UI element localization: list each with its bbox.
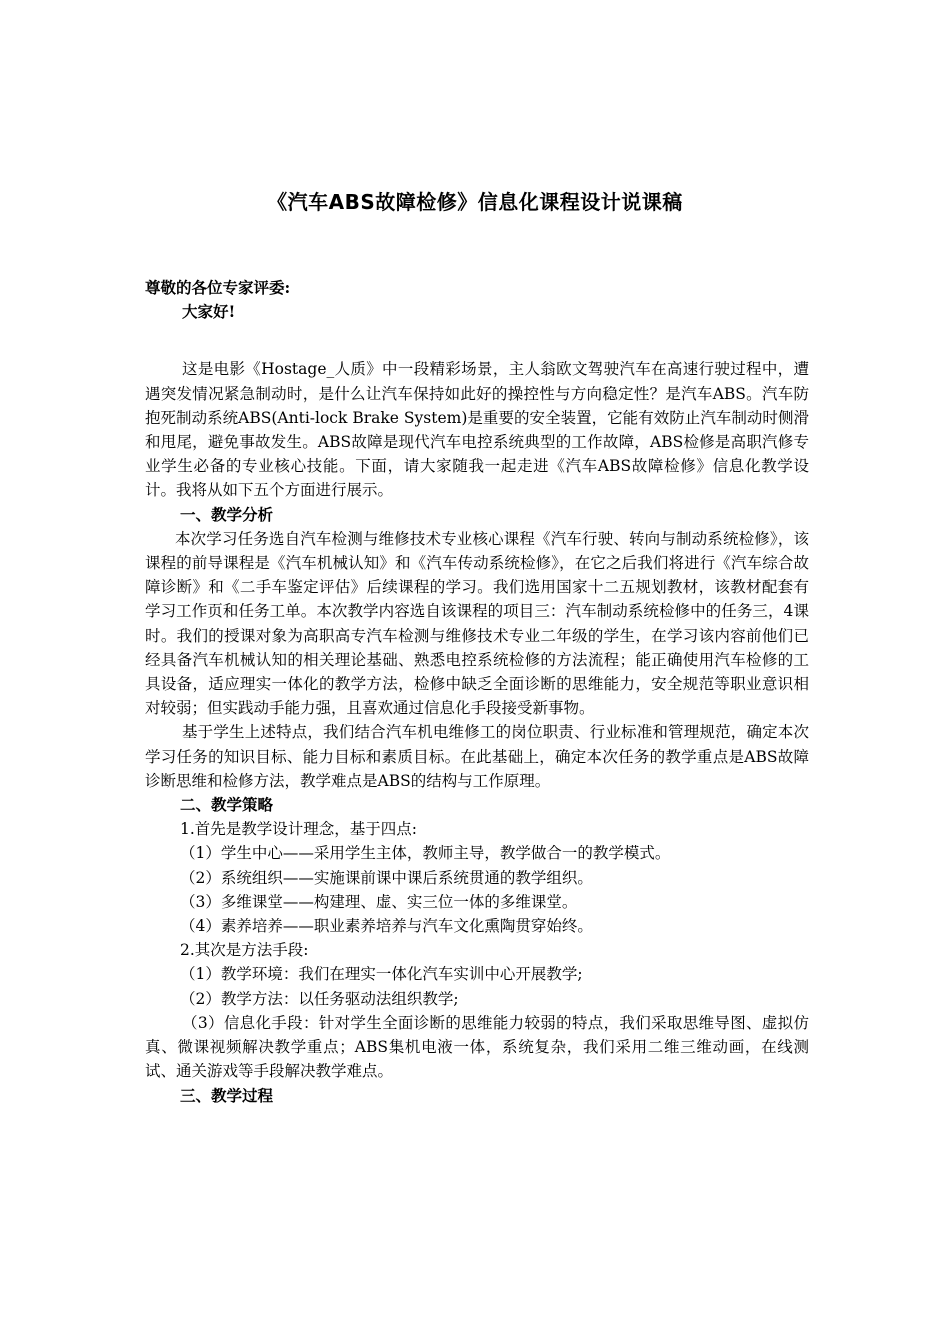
section-heading-strategy: 二、教学策略 [180,795,274,815]
list-item: （2）教学方法：以任务驱动法组织教学; [180,989,459,1008]
strategy-subheading-1: 1.首先是教学设计理念，基于四点: [180,820,418,839]
section-heading-process: 三、教学过程 [180,1085,274,1105]
list-item: （4）素养培养——职业素养培养与汽车文化熏陶贯穿始终。 [180,917,593,936]
list-item: （1）教学环境：我们在理实一体化汽车实训中心开展教学; [180,965,583,984]
list-item: （3）多维课堂——构建理、虚、实三位一体的多维课堂。 [180,892,578,911]
section-heading-analysis: 一、教学分析 [180,504,274,524]
document-title: 《汽车ABS故障检修》信息化课程设计说课稿 [267,190,683,214]
salutation: 尊敬的各位专家评委: [145,278,291,297]
list-item-wrapped: （3）信息化手段：针对学生全面诊断的思维能力较弱的特点，我们采取思维导图、虚拟仿真、微课视频解决教学重点；ABS集机电液一体，系统复杂，我们采用二维三维动画，在线测试、通关游戏等手段解决教学难点。 [145,1013,809,1081]
greeting: 大家好! [182,302,236,322]
list-item: （2）系统组织——实施课前课中课后系统贯通的教学组织。 [180,868,593,887]
analysis-paragraph-1: 本次学习任务选自汽车检测与维修技术专业核心课程《汽车行驶、转向与制动系统检修》，该课程的前导课程是《汽车机械认知》和《汽车传动系统检修》，在它之后我们将进行《汽车综合故障诊断》和《二手车鉴定评估》后续课程的学习。我们选用国家十二五规划教材，该教材配套有学习工作页和任务工单。本次教学内容选自该课程的项目三：汽车制动系统检修中的任务三，4课时。我们的授课对象为高职高专汽车检测与维修技术专业二年级的学生，在学习该内容前他们已经具备汽车机械认知的相关理论基础、熟悉电控系统检修的方法流程；能正确使用汽车检修的工具设备，适应理实一体化的教学方法，检修中缺乏全面诊断的思维能力，安全规范等职业意识相对较弱；但实践动手能力强，且喜欢通过信息化手段接受新事物。 [145,529,809,718]
list-item: （1）学生中心——采用学生主体，教师主导，教学做合一的教学模式。 [180,844,671,863]
analysis-paragraph-2: 基于学生上述特点，我们结合汽车机电维修工的岗位职责、行业标准和管理规范，确定本次学习任务的知识目标、能力目标和素质目标。在此基础上，确定本次任务的教学重点是ABS故障诊断思维和检修方法，教学难点是ABS的结构与工作原理。 [145,723,809,790]
strategy-subheading-2: 2.其次是方法手段: [180,941,309,960]
document-body [145,276,809,1108]
paragraph-gap [145,324,809,357]
intro-paragraph: 这是电影《Hostage_人质》中一段精彩场景，主人翁欧文驾驶汽车在高速行驶过程中，遭遇突发情况紧急制动时，是什么让汽车保持如此好的操控性与方向稳定性？是汽车ABS。汽车防抱死制动系统ABS(Anti-lock Brake System)是重要的安全装置，它能有效防止汽车制动时侧滑和甩尾，避免事故发生。ABS故障是现代汽车电控系统典型的工作故障，ABS检修是高职汽修专业学生必备的专业核心技能。下面，请大家随我一起走进《汽车ABS故障检修》信息化教学设计。我将从如下五个方面进行展示。 [145,360,809,500]
